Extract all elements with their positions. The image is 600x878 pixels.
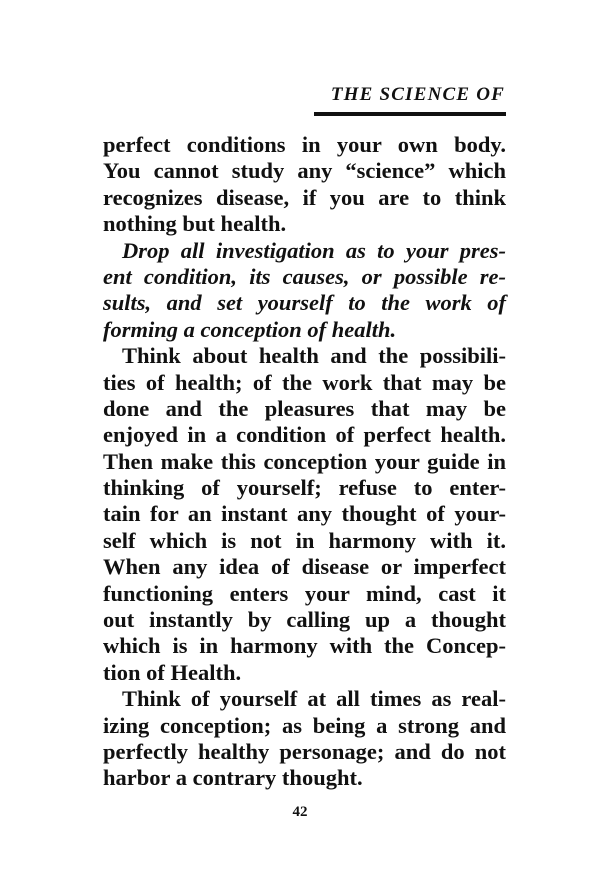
text-line: tain for an instant any thought of your- <box>103 501 506 527</box>
text-line: izing conception; as being a strong and <box>103 712 506 738</box>
text-line: perfect conditions in your own body. <box>103 132 506 157</box>
text-line: ent condition, its causes, or possible re- <box>103 263 506 289</box>
text-line: done and the pleasures that may be <box>103 395 506 421</box>
text-line: recognizes disease, if you are to think <box>103 184 506 210</box>
text-line: When any idea of disease or imperfect <box>103 554 506 580</box>
body-text <box>103 132 506 792</box>
text-line: perfectly healthy personage; and do not <box>103 738 506 764</box>
text-line: nothing but health. <box>103 211 287 237</box>
header-rule <box>314 112 506 116</box>
paragraph <box>103 238 506 344</box>
text-line: sults, and set yourself to the work of <box>103 290 506 316</box>
text-line: enjoyed in a condition of perfect health. <box>103 422 506 448</box>
paragraph <box>103 132 506 238</box>
text-line: ties of health; of the work that may be <box>103 369 506 395</box>
text-line: thinking of yourself; refuse to enter- <box>103 475 506 501</box>
text-line: out instantly by calling up a thought <box>103 607 506 633</box>
text-line: Then make this conception your guide in <box>103 448 506 474</box>
text-line: harbor a contrary thought. <box>103 765 363 791</box>
text-line: which is in harmony with the Concep- <box>103 633 506 659</box>
page-number: 42 <box>292 804 308 820</box>
text-line: forming a conception of health. <box>103 316 397 342</box>
text-line: tion of Health. <box>103 659 242 685</box>
text-line: You cannot study any “science” which <box>103 158 506 184</box>
text-line: functioning enters your mind, cast it <box>103 580 506 606</box>
paragraph <box>103 686 506 792</box>
running-header: THE SCIENCE OF <box>330 84 505 105</box>
text-line: Think about health and the possibili- <box>122 343 506 369</box>
paragraph <box>103 343 506 686</box>
text-line: Drop all investigation as to your pres- <box>122 237 506 263</box>
text-line: self which is not in harmony with it. <box>103 527 506 553</box>
text-line: Think of yourself at all times as real- <box>122 686 506 712</box>
